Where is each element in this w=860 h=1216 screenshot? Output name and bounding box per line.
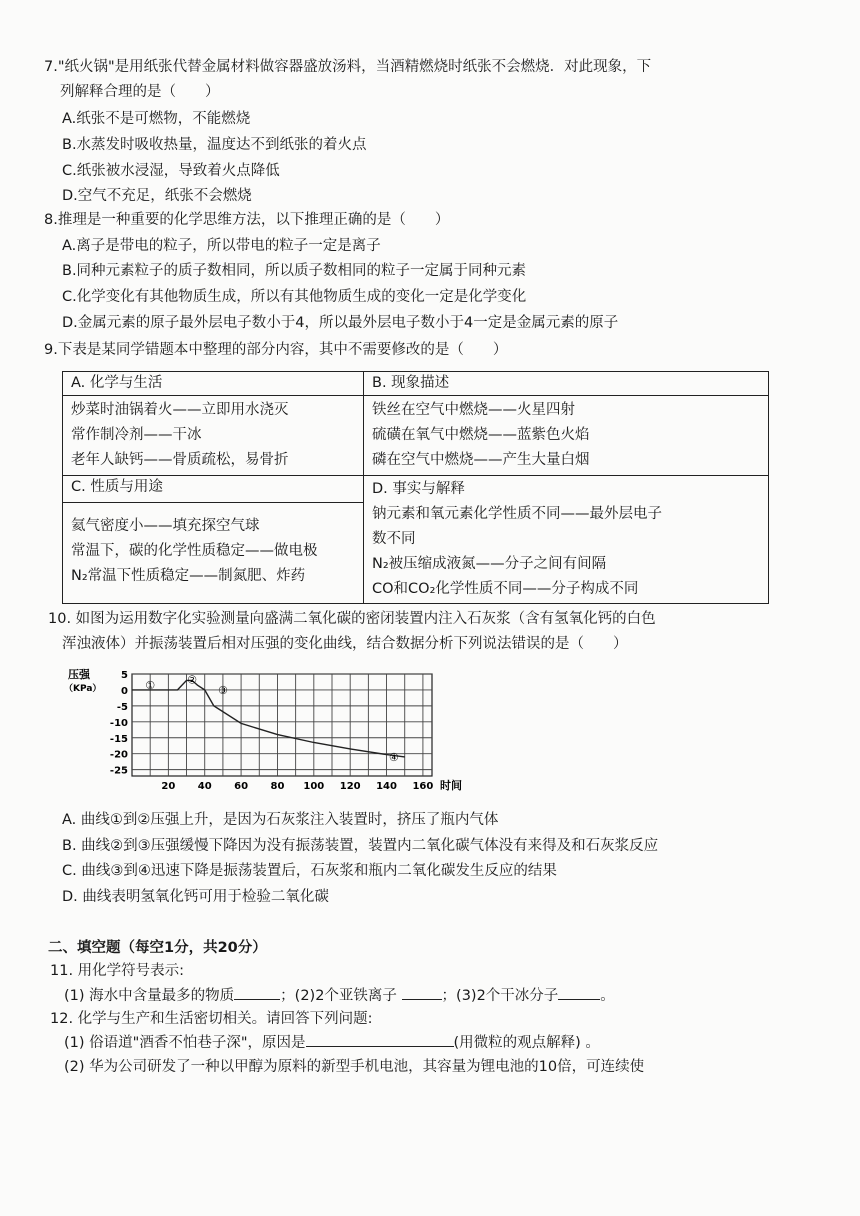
q10-stem: 10. 如图为运用数字化实验测量向盛满二氧化碳的密闭装置内注入石灰浆（含有氢氧化钙的白色 xyxy=(48,611,656,627)
x-tick-label: 60 xyxy=(234,781,249,792)
table-c-line-2: 常温下，碳的化学性质稳定——做电极 xyxy=(71,543,318,560)
q12-blank-1[interactable] xyxy=(306,1032,454,1047)
q10-option-b: B. 曲线②到③压强缓慢下降因为没有振荡装置，装置内二氧化碳气体没有来得及和石灰浆反应 xyxy=(62,838,659,854)
y-axis-unit: （KPa） xyxy=(64,684,102,694)
q8-option-c: C.化学变化有其他物质生成，所以有其他物质生成的变化一定是化学变化 xyxy=(62,289,527,305)
q11-part-1: (1) 海水中含量最多的物质 xyxy=(64,988,235,1004)
x-tick-label: 40 xyxy=(197,781,212,792)
q7-stem-cont: 列解释合理的是（ ） xyxy=(60,84,220,100)
table-c-line-1: 氦气密度小——填充探空气球 xyxy=(71,518,260,535)
q10-stem-cont: 浑浊液体）并振荡装置后相对压强的变化曲线，结合数据分析下列说法错误的是（ ） xyxy=(62,636,628,652)
x-tick-label: 140 xyxy=(376,781,397,792)
q12-line-2: (2) 华为公司研发了一种以甲醇为原料的新型手机电池，其容量为锂电池的10倍，可连续使 xyxy=(64,1059,645,1075)
table-cell-a xyxy=(63,396,364,476)
q7-option-d: D.空气不充足，纸张不会燃烧 xyxy=(62,188,252,204)
q11-part-3: ；(3)2个干冰分子 xyxy=(441,988,559,1004)
table-head-a: A. 化学与生活 xyxy=(63,372,364,396)
y-tick-label: -20 xyxy=(109,749,128,761)
table-c-line-3: N₂常温下性质稳定——制氮肥、炸药 xyxy=(71,568,306,585)
q11-end: 。 xyxy=(600,988,615,1004)
q11-blank-1[interactable] xyxy=(234,985,280,1000)
table-cell-c xyxy=(63,503,364,604)
q9-stem: 9.下表是某同学错题本中整理的部分内容，其中不需要修改的是（ ） xyxy=(44,342,508,358)
x-tick-label: 100 xyxy=(303,781,325,792)
curve-marker-2: ② xyxy=(187,673,197,687)
curve-marker-4: ④ xyxy=(388,750,399,764)
q7-option-a: A.纸张不是可燃物，不能燃烧 xyxy=(62,111,251,127)
table-head-b: B. 现象描述 xyxy=(364,372,769,396)
y-tick-label: -10 xyxy=(109,717,128,729)
pressure-chart-svg xyxy=(62,664,482,794)
q7-stem: 7."纸火锅"是用纸张代替金属材料做容器盛放汤料，当酒精燃烧时纸张不会燃烧．对此现象，下 xyxy=(44,59,652,75)
q8-option-a: A.离子是带电的粒子，所以带电的粒子一定是离子 xyxy=(62,238,381,254)
pressure-chart xyxy=(62,664,482,794)
table-d-line-3: N₂被压缩成液氮——分子之间有间隔 xyxy=(372,556,607,572)
q11-part-2: ；(2)2个亚铁离子 xyxy=(280,988,402,1004)
table-head-d: D. 事实与解释 xyxy=(372,481,465,497)
y-tick-label: -5 xyxy=(116,701,128,713)
x-axis-label: 时间 xyxy=(440,779,462,792)
q9-table xyxy=(62,371,769,604)
table-d-line-4: CO和CO₂化学性质不同——分子构成不同 xyxy=(372,581,639,597)
table-b-line-3: 磷在空气中燃烧——产生大量白烟 xyxy=(372,452,590,468)
x-tick-labels xyxy=(161,781,433,792)
x-tick-label: 160 xyxy=(412,781,434,792)
q8-stem: 8.推理是一种重要的化学思维方法，以下推理正确的是（ ） xyxy=(44,212,450,228)
y-axis-label: 压强 xyxy=(68,668,90,681)
table-head-c: C. 性质与用途 xyxy=(63,476,364,503)
table-d-line-1: 钠元素和氧元素化学性质不同——最外层电子 xyxy=(372,506,662,522)
q10-option-d: D. 曲线表明氢氧化钙可用于检验二氧化碳 xyxy=(62,889,329,905)
table-a-line-3: 老年人缺钙——骨质疏松，易骨折 xyxy=(71,452,289,468)
x-tick-label: 120 xyxy=(339,781,361,792)
y-tick-label: 0 xyxy=(121,685,128,697)
q10-option-c: C. 曲线③到④迅速下降是振荡装置后，石灰浆和瓶内二氧化碳发生反应的结果 xyxy=(62,863,557,879)
pressure-curve xyxy=(132,680,405,757)
x-tick-label: 20 xyxy=(161,781,176,792)
q8-option-d: D.金属元素的原子最外层电子数小于4，所以最外层电子数小于4一定是金属元素的原子 xyxy=(62,315,619,331)
table-d-line-2: 数不同 xyxy=(372,531,416,547)
table-a-line-2: 常作制冷剂——干冰 xyxy=(71,427,202,443)
table-cell-d xyxy=(364,476,769,604)
y-tick-label: 5 xyxy=(121,670,128,681)
table-a-line-1: 炒菜时油锅着火——立即用水浇灭 xyxy=(71,402,289,418)
q7-option-b: B.水蒸发时吸收热量，温度达不到纸张的着火点 xyxy=(62,137,367,153)
curve-marker-1: ① xyxy=(145,679,156,693)
q7-option-c: C.纸张被水浸湿，导致着火点降低 xyxy=(62,163,280,179)
q12-part-1a: (1) 俗语道"酒香不怕巷子深"，原因是 xyxy=(64,1035,306,1051)
y-tick-label: -25 xyxy=(109,765,128,777)
x-tick-label: 80 xyxy=(270,781,285,792)
q12-stem: 12. 化学与生产和生活密切相关。请回答下列问题: xyxy=(50,1011,373,1027)
q12-line-1 xyxy=(64,1032,600,1053)
section-2-title: 二、填空题（每空1分，共20分） xyxy=(48,940,267,956)
curve-marker-3: ③ xyxy=(217,683,228,697)
table-b-line-1: 铁丝在空气中燃烧——火星四射 xyxy=(372,402,575,418)
q11-stem: 11. 用化学符号表示: xyxy=(50,963,185,979)
q11-parts xyxy=(64,985,615,1006)
q11-blank-3[interactable] xyxy=(558,985,600,1000)
table-b-line-2: 硫磺在氧气中燃烧——蓝紫色火焰 xyxy=(372,427,590,443)
y-tick-label: -15 xyxy=(109,733,128,745)
q11-blank-2[interactable] xyxy=(402,985,442,1000)
q12-part-1b: (用微粒的观点解释) 。 xyxy=(453,1035,600,1051)
q10-option-a: A. 曲线①到②压强上升，是因为石灰浆注入装置时，挤压了瓶内气体 xyxy=(62,812,499,828)
y-tick-labels xyxy=(110,670,128,777)
table-cell-b xyxy=(364,396,769,476)
q8-option-b: B.同种元素粒子的质子数相同，所以质子数相同的粒子一定属于同种元素 xyxy=(62,263,527,279)
